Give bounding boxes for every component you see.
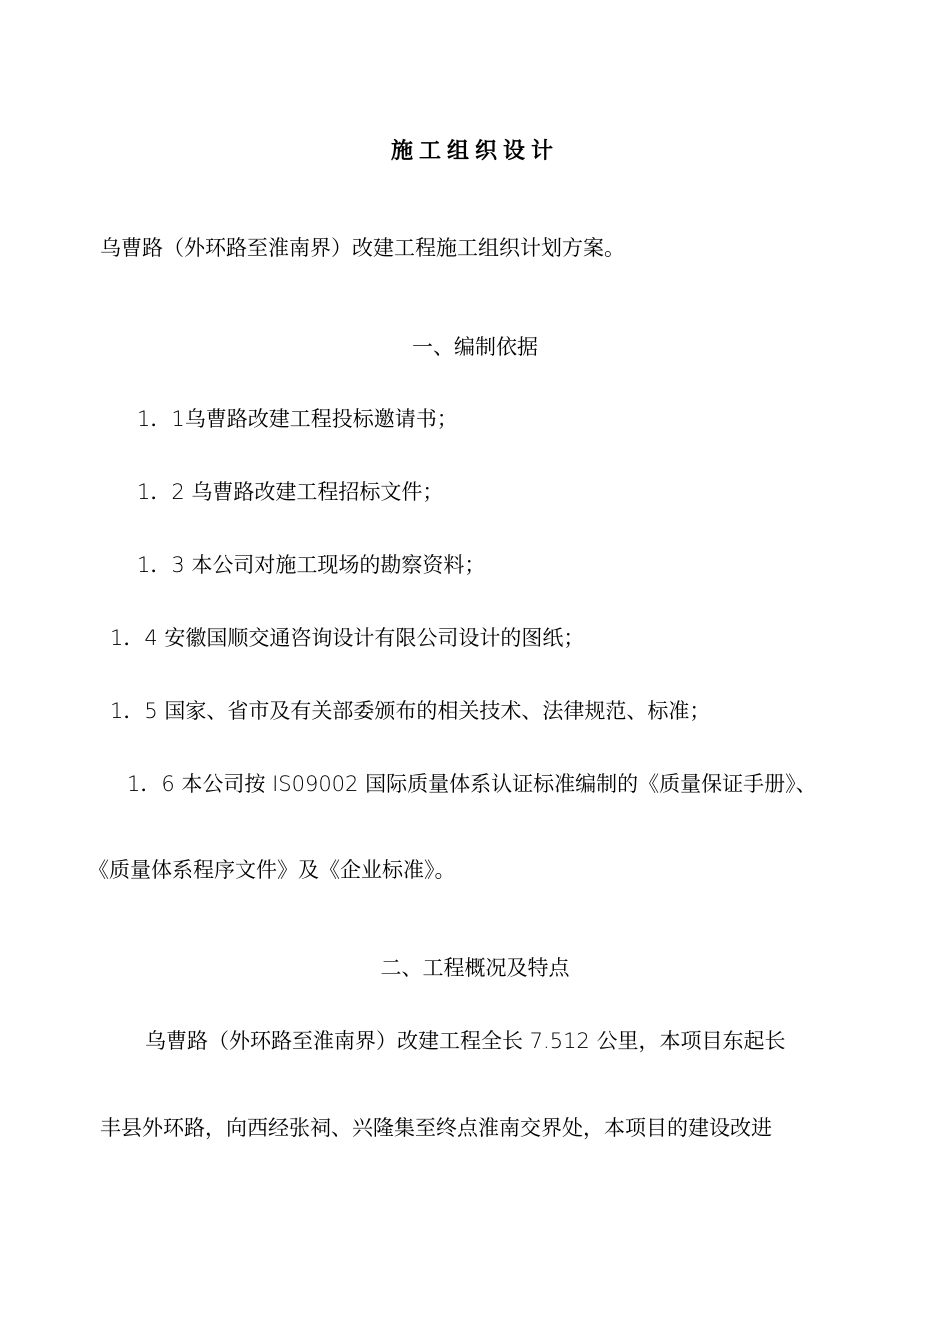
document-title: 施工组织设计: [390, 139, 559, 164]
list-item: 1．1乌曹路改建工程投标邀请书；: [137, 407, 458, 431]
list-item-continuation: 《质量体系程序文件》及《企业标准》。: [88, 858, 456, 882]
list-item: 1．2 乌曹路改建工程招标文件；: [137, 480, 444, 504]
paragraph-line: 丰县外环路，向西经张祠、兴隆集至终点淮南交界处，本项目的建设改进: [100, 1116, 772, 1140]
intro-paragraph: 乌曹路（外环路至淮南界）改建工程施工组织计划方案。: [100, 236, 625, 260]
list-item: 1．4 安徽国顺交通咨询设计有限公司设计的图纸；: [110, 626, 585, 650]
list-item: 1．5 国家、省市及有关部委颁布的相关技术、法律规范、标准；: [110, 699, 711, 723]
section2-heading: 二、工程概况及特点: [380, 956, 570, 980]
section1-heading: 一、编制依据: [412, 335, 538, 359]
list-item: 1．3 本公司对施工现场的勘察资料；: [137, 553, 486, 577]
paragraph-line: 乌曹路（外环路至淮南界）改建工程全长 7.512 公里，本项目东起长: [145, 1029, 786, 1053]
list-item: 1．6 本公司按 IS09002 国际质量体系认证标准编制的《质量保证手册》、: [127, 772, 817, 796]
